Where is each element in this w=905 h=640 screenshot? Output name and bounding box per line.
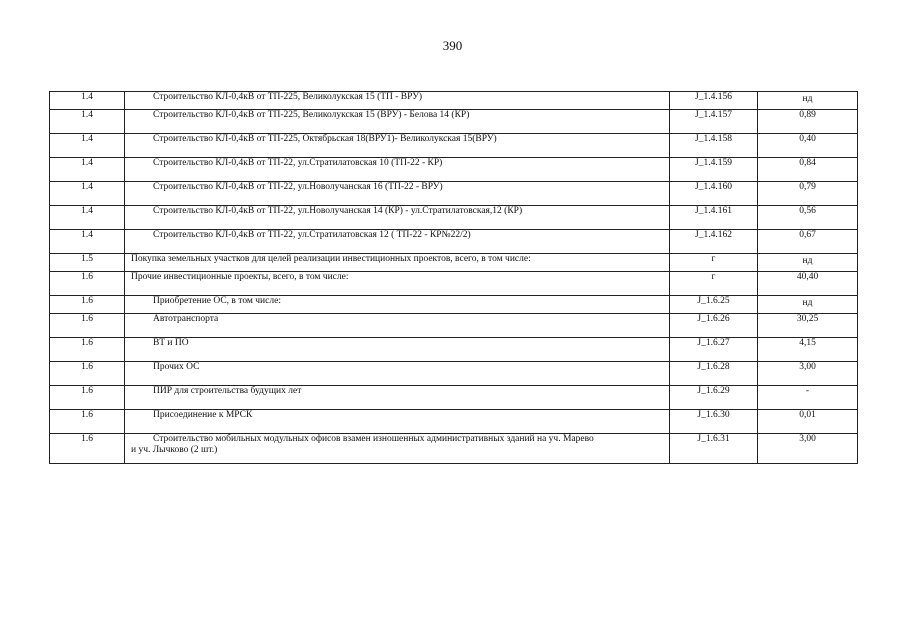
row-code: J_1.4.159 — [670, 158, 758, 182]
row-name — [125, 434, 670, 464]
row-name: Строительство КЛ-0,4кВ от ТП-225, Октябрьская 18(ВРУ1)- Великолукская 15(ВРУ) — [125, 134, 670, 158]
page-number: 390 — [442, 38, 463, 53]
table-row — [50, 92, 858, 110]
row-number: 1.6 — [50, 338, 125, 362]
row-name-line1: Строительство мобильных модульных офисов взамен изношенных административных зданий на уч. Марево — [153, 434, 594, 444]
row-code: J_1.6.27 — [670, 338, 758, 362]
row-number: 1.6 — [50, 386, 125, 410]
row-value: 0,67 — [758, 230, 858, 254]
table-row — [50, 314, 858, 338]
investment-table — [49, 91, 858, 464]
table-row — [50, 206, 858, 230]
row-name: Прочие инвестиционные проекты, всего, в том числе: — [125, 272, 670, 296]
row-value: - — [758, 386, 858, 410]
row-name: Приобретение ОС, в том числе: — [125, 296, 670, 314]
row-code: J_1.4.158 — [670, 134, 758, 158]
row-code: J_1.6.29 — [670, 386, 758, 410]
row-code: J_1.6.31 — [670, 434, 758, 464]
row-value: 0,89 — [758, 110, 858, 134]
table-row — [50, 272, 858, 296]
row-number: 1.4 — [50, 134, 125, 158]
row-name: Строительство КЛ-0,4кВ от ТП-22, ул.Стратилатовская 10 (ТП-22 - КР) — [125, 158, 670, 182]
row-number: 1.4 — [50, 158, 125, 182]
table-row — [50, 296, 858, 314]
table-row — [50, 434, 858, 464]
row-name: Автотранспорта — [125, 314, 670, 338]
row-name: Строительство КЛ-0,4кВ от ТП-225, Великолукская 15 (ТП - ВРУ) — [125, 92, 670, 110]
row-name: Строительство КЛ-0,4кВ от ТП-22, ул.Новолучанская 16 (ТП-22 - ВРУ) — [125, 182, 670, 206]
row-code: J_1.6.30 — [670, 410, 758, 434]
row-number: 1.4 — [50, 230, 125, 254]
row-number: 1.4 — [50, 110, 125, 134]
row-number: 1.6 — [50, 314, 125, 338]
table-row — [50, 338, 858, 362]
row-name: Покупка земельных участков для целей реализации инвестиционных проектов, всего, в том числе: — [125, 254, 670, 272]
row-code: г — [670, 272, 758, 296]
row-code: J_1.4.162 — [670, 230, 758, 254]
row-number: 1.6 — [50, 362, 125, 386]
table-row — [50, 410, 858, 434]
row-name-line2: и уч. Лычково (2 шт.) — [131, 445, 218, 455]
row-name: Строительство КЛ-0,4кВ от ТП-22, ул.Стратилатовская 12 ( ТП-22 - КР№22/2) — [125, 230, 670, 254]
row-value: 4,15 — [758, 338, 858, 362]
row-value: нд — [758, 254, 858, 272]
row-number: 1.4 — [50, 182, 125, 206]
row-number: 1.6 — [50, 296, 125, 314]
row-number: 1.6 — [50, 410, 125, 434]
row-code: J_1.6.26 — [670, 314, 758, 338]
row-number: 1.4 — [50, 206, 125, 230]
table-row — [50, 110, 858, 134]
row-code: J_1.4.156 — [670, 92, 758, 110]
row-number: 1.6 — [50, 434, 125, 464]
row-value: 3,00 — [758, 434, 858, 464]
row-value: 0,84 — [758, 158, 858, 182]
row-name: Строительство КЛ-0,4кВ от ТП-225, Великолукская 15 (ВРУ) - Белова 14 (КР) — [125, 110, 670, 134]
table-row — [50, 134, 858, 158]
table-row — [50, 254, 858, 272]
row-code: J_1.6.25 — [670, 296, 758, 314]
row-value: 30,25 — [758, 314, 858, 338]
row-value: 0,56 — [758, 206, 858, 230]
row-number: 1.6 — [50, 272, 125, 296]
table-row — [50, 230, 858, 254]
row-code: г — [670, 254, 758, 272]
row-value: нд — [758, 92, 858, 110]
row-value: 3,00 — [758, 362, 858, 386]
row-code: J_1.6.28 — [670, 362, 758, 386]
row-code: J_1.4.161 — [670, 206, 758, 230]
table-row — [50, 182, 858, 206]
row-name: ВТ и ПО — [125, 338, 670, 362]
row-value: 0,01 — [758, 410, 858, 434]
table-row — [50, 386, 858, 410]
row-code: J_1.4.157 — [670, 110, 758, 134]
row-name: ПИР для строительства будущих лет — [125, 386, 670, 410]
table-row — [50, 158, 858, 182]
row-number: 1.4 — [50, 92, 125, 110]
row-name: Прочих ОС — [125, 362, 670, 386]
row-name: Присоединение к МРСК — [125, 410, 670, 434]
row-number: 1.5 — [50, 254, 125, 272]
table-row — [50, 362, 858, 386]
row-value: 0,79 — [758, 182, 858, 206]
row-code: J_1.4.160 — [670, 182, 758, 206]
row-value: 40,40 — [758, 272, 858, 296]
row-name: Строительство КЛ-0,4кВ от ТП-22, ул.Новолучанская 14 (КР) - ул.Стратилатовская,12 (КР) — [125, 206, 670, 230]
row-value: 0,40 — [758, 134, 858, 158]
row-value: нд — [758, 296, 858, 314]
